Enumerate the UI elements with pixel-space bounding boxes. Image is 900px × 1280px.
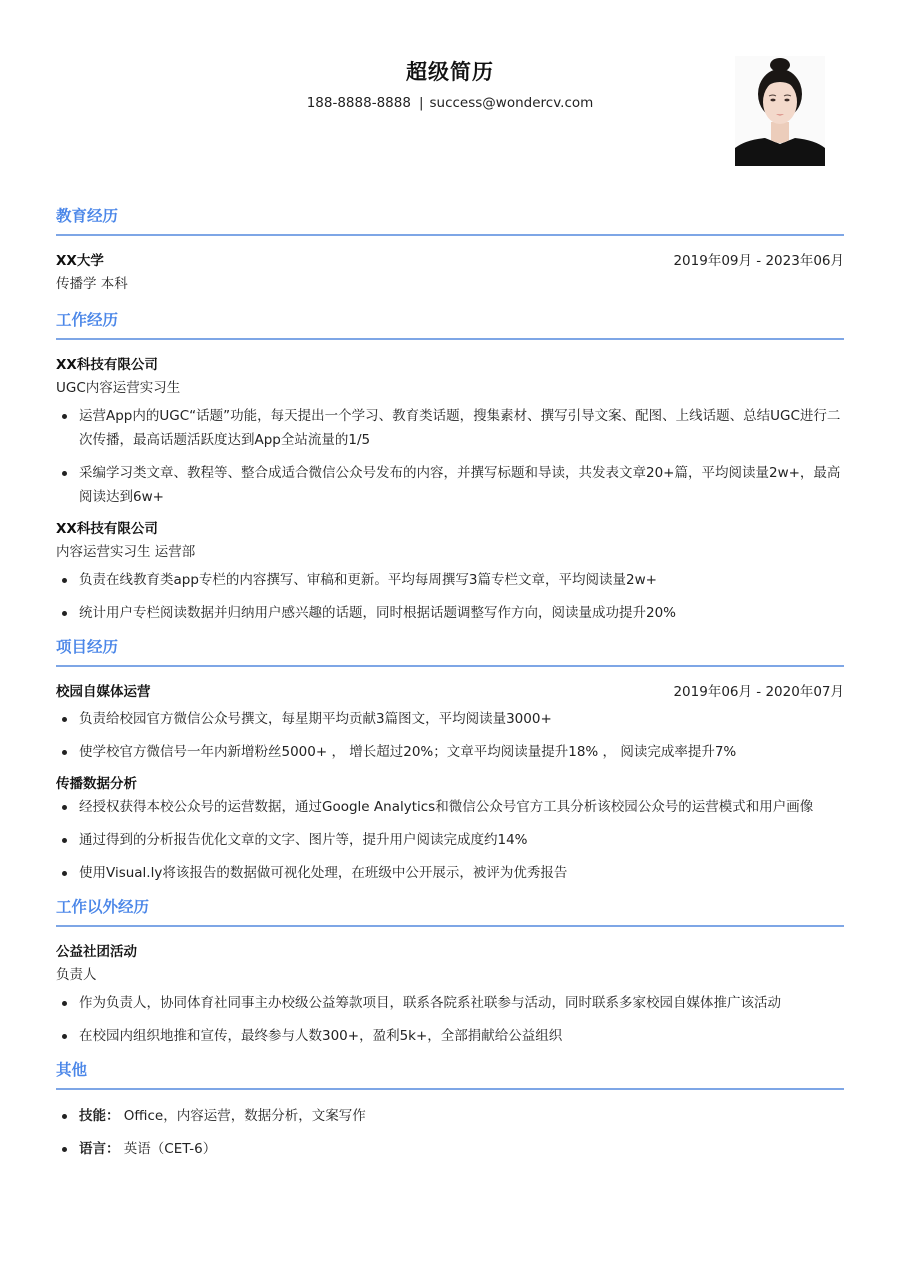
bullet-item: 经授权获得本校公众号的运营数据，通过Google Analytics和微信公众号官方工具分析该校园公众号的运营模式和用户画像 — [56, 795, 844, 819]
project-name: 校园自媒体运营 — [56, 684, 151, 700]
email: success@wondercv.com — [429, 95, 594, 111]
project-entry — [56, 681, 844, 764]
project-bullets — [56, 795, 844, 885]
contact-separator: | — [418, 95, 424, 111]
resume-body — [56, 204, 844, 1171]
extra-bullets — [56, 991, 844, 1048]
work-entry — [56, 354, 844, 509]
work-bullets — [56, 568, 844, 625]
work-bullets — [56, 404, 844, 509]
bullet-item: 作为负责人，协同体育社同事主办校级公益筹款项目，联系各院系社联参与活动，同时联系多家校园自媒体推广该活动 — [56, 991, 844, 1015]
profile-photo — [735, 56, 825, 166]
projects-section — [56, 635, 844, 885]
section-title-work: 工作经历 — [56, 308, 844, 340]
education-date: 2019年09月 - 2023年06月 — [673, 253, 844, 269]
bullet-item: 负责给校园官方微信公众号撰文，每星期平均贡献3篇图文，平均阅读量3000+ — [56, 707, 844, 731]
section-title-other: 其他 — [56, 1058, 844, 1090]
bullet-item: 采编学习类文章、教程等、整合成适合微信公众号发布的内容，并撰写标题和导读，共发表文章20+篇，平均阅读量2w+，最高阅读达到6w+ — [56, 461, 844, 509]
project-name: 传播数据分析 — [56, 776, 137, 792]
project-bullets — [56, 707, 844, 764]
resume-name: 超级简历 — [406, 60, 494, 84]
school-name: XX大学 — [56, 253, 104, 269]
resume-header — [0, 0, 900, 190]
section-title-education: 教育经历 — [56, 204, 844, 236]
person-portrait-icon — [735, 56, 825, 166]
section-title-extra: 工作以外经历 — [56, 895, 844, 927]
language-value: 英语（CET-6） — [119, 1141, 217, 1157]
company-name: XX科技有限公司 — [56, 521, 158, 537]
bullet-item: 统计用户专栏阅读数据并归纳用户感兴趣的话题，同时根据话题调整写作方向，阅读量成功提升20% — [56, 601, 844, 625]
bullet-item: 运营App内的UGC“话题”功能，每天提出一个学习、教育类话题，搜集素材、撰写引导文案、配图、上线话题、总结UGC进行二次传播，最高话题活跃度达到App全站流量的1/5 — [56, 404, 844, 452]
bullet-item: 使用Visual.ly将该报告的数据做可视化处理，在班级中公开展示，被评为优秀报告 — [56, 861, 844, 885]
education-section — [56, 204, 844, 296]
skills-value: Office，内容运营，数据分析，文案写作 — [119, 1108, 366, 1124]
language-label: 语言： — [79, 1141, 120, 1157]
skills-item — [56, 1104, 844, 1128]
bullet-item: 通过得到的分析报告优化文章的文字、图片等，提升用户阅读完成度约14% — [56, 828, 844, 852]
work-entry — [56, 518, 844, 625]
bullet-item: 使学校官方微信号一年内新增粉丝5000+ ， 增长超过20%；文章平均阅读量提升18% ， 阅读完成率提升7% — [56, 740, 844, 764]
phone: 188-8888-8888 — [306, 95, 411, 111]
job-role: UGC内容运营实习生 — [56, 380, 181, 396]
bullet-item: 在校园内组织地推和宣传，最终参与人数300+，盈利5k+，全部捐献给公益组织 — [56, 1024, 844, 1048]
project-date: 2019年06月 - 2020年07月 — [673, 684, 844, 700]
activity-name: 公益社团活动 — [56, 944, 137, 960]
job-role: 内容运营实习生 运营部 — [56, 544, 196, 560]
major-degree: 传播学 本科 — [56, 276, 128, 292]
work-section — [56, 308, 844, 625]
section-title-projects: 项目经历 — [56, 635, 844, 667]
activity-role: 负责人 — [56, 967, 97, 983]
other-bullets — [56, 1104, 844, 1161]
project-entry — [56, 773, 844, 885]
extra-entry — [56, 941, 844, 1048]
language-item — [56, 1137, 844, 1161]
other-section — [56, 1058, 844, 1161]
bullet-item: 负责在线教育类app专栏的内容撰写、审稿和更新。平均每周撰写3篇专栏文章，平均阅读量2w+ — [56, 568, 844, 592]
company-name: XX科技有限公司 — [56, 357, 158, 373]
education-entry — [56, 250, 844, 272]
skills-label: 技能： — [79, 1108, 120, 1124]
extra-section — [56, 895, 844, 1048]
